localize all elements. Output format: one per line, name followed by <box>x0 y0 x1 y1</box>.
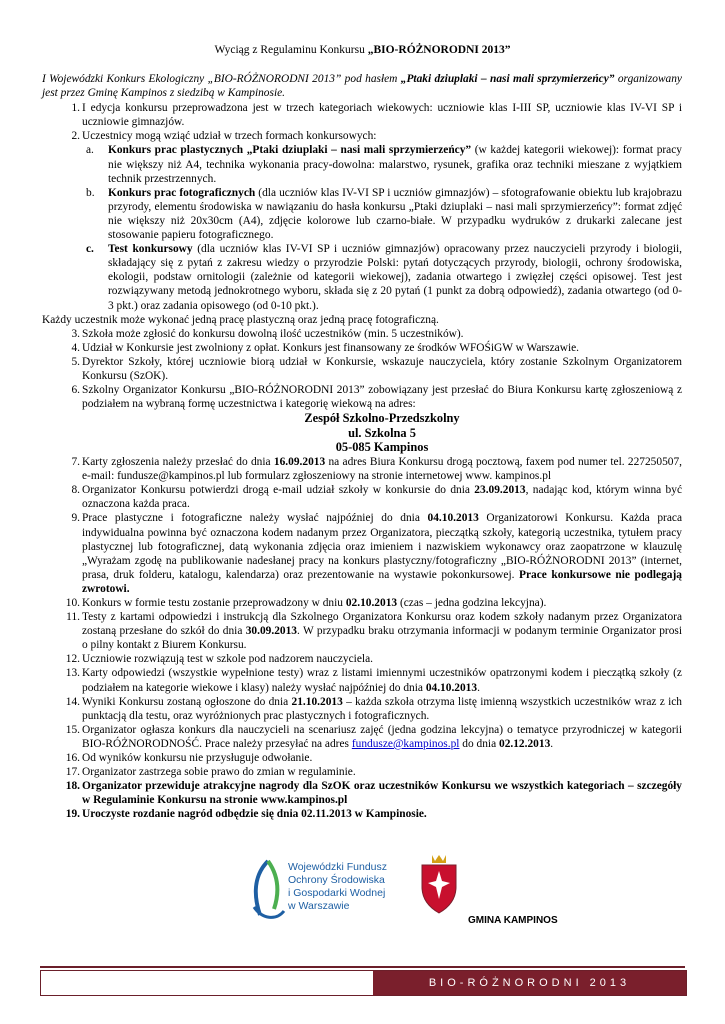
item-text: . <box>550 737 554 750</box>
sub-heading: Konkurs prac plastycznych „Ptaki dziuplaki – nasi mali sprzymierzeńcy” <box>108 144 472 157</box>
no-return-note: Prace konkursowe nie podlegają zwrotowi. <box>82 568 682 595</box>
sub-text: (dla uczniów klas IV-VI SP i uczniów gimnazjów) opracowany przez nauczycieli przyrody i biologii, składający się z pytań z zakresu wiedzy o przyrodzie Polski: pytań dotyczących przyrody, biologii, ochrony środowiska, ekologii, podstaw ornitologii (zależnie od kategorii wiekowej), zadania otwartego i zwięzłej części opisowej. Test jest rozwiązywany metodą jednokrotnego wyboru, składa się z 20 pytań (1 punkt za dobrą odpowiedź), zadania otwartego (od 0-3 pkt.) oraz zadania opisowego (od 0-10 pkt.). <box>108 243 682 312</box>
item-text: Uczestnicy mogą wziąć udział w trzech formach konkursowych: <box>82 130 377 143</box>
item-number: 8. <box>71 484 80 497</box>
item-text: Udział w Konkursie jest zwolniony z opłat. Konkurs jest finansowany ze środków WFOŚiGW w Warszawie. <box>82 341 580 354</box>
item-number: 15. <box>65 723 80 736</box>
sub-number: a. <box>86 144 94 157</box>
list-item <box>65 723 682 751</box>
item-text: Szkoła może zgłosić do konkursu dowolną ilość uczestników (min. 5 uczestników). <box>82 327 464 340</box>
footer-text <box>373 971 686 995</box>
gmina-name: GMINA KAMPINOS <box>468 915 558 926</box>
item-text: (czas – jedna godzina lekcyjna). <box>397 596 547 609</box>
item-number: 6. <box>71 384 80 397</box>
sublist-item <box>86 186 682 242</box>
title-prefix: Wyciąg z Regulaminu Konkursu <box>214 44 368 56</box>
item-text: . W przypadku braku otrzymania informacji w podanym terminie Organizator prosi o pilny kontakt z Biurem Konkursu. <box>82 625 682 652</box>
prizes-note: Organizator przewiduje atrakcyjne nagrody dla SzOK oraz uczestników Konkursu we wszystkich kategoriach – szczegóły w Regulaminie Konkursu na stronie www.kampinos.pl <box>82 780 682 807</box>
address-street: ul. Szkolna 5 <box>348 425 416 440</box>
rules-list-continued <box>42 327 682 822</box>
deadline-date: 23.09.2013 <box>474 484 526 497</box>
list-item <box>65 751 682 765</box>
item-text: Karty odpowiedzi (wszystkie wypełnione testy) wraz z listami imiennymi uczestników opatrzonymi kodem i pieczątką szkoły (z podziałem na kategorie wiekowe i klasy) należy wysłać najpóźniej do dnia <box>82 667 682 694</box>
item-text: – każda szkoła otrzyma listę imienną wszystkich uczestników wraz z ich punktacją dla testu, oraz wyróżnionych prac plastycznych i fotograficznych. <box>82 695 683 722</box>
item-text: do dnia <box>459 737 499 750</box>
item-text: , nadając kod, którym winna być oznaczona każda praca. <box>82 484 682 511</box>
deadline-date: 30.09.2013 <box>245 625 297 638</box>
item-text: Organizatorowi Konkursu. Każda praca indywidualna powinna być oznaczona kodem nadanym przez Organizatora, pieczątką szkoły, kategorią uczestnika, tytułem pracy plastycznej lub fotograficznej, datą wykonania zdjęcia oraz imieniem i nazwiskiem wykonawcy oraz zaopatrzone w klauzulę „Wyrażam zgodę na publikowanie nadesłanej pracy na konkurs plastyczny/fotograficzny „BIO-RÓŻNORODNI 2013” (internet, prasa, druk folderu, katalogu, kalendarza) oraz prezentowanie na wystawie pokonkursowej. <box>82 512 683 581</box>
wfosigw-logo <box>248 857 418 937</box>
item-text: Organizator ogłasza konkurs dla nauczycieli na scenariusz zajęć (jedna godzina lekcyjna) o tematyce przyrodniczej w kategorii BIO-RÓŻNORODNOŚĆ. Prace należy przesyłać na adres <box>82 723 682 750</box>
ceremony-note: Uroczyste rozdanie nagród odbędzie się dnia 02.11.2013 w Kampinosie. <box>82 808 427 821</box>
sub-text: (dla uczniów klas IV-VI SP i uczniów gimnazjów) – sfotografowanie obiektu lub krajobrazu przyrody, elementu środowiska w nawiązaniu do hasła konkursu „Ptaki dziuplaki – nasi mali sprzymierzeńcy”: format zdjęć nie większy niż 20x30cm (A4), zdjęcie kolorowe lub czarno-białe. W przypadku wydruków z drukarki zalecane jest stosowanie papieru fotograficznego. <box>108 186 682 242</box>
email-link[interactable]: fundusze@kampinos.pl <box>351 737 460 750</box>
item-number: 13. <box>65 667 80 680</box>
list-item <box>71 511 683 596</box>
item-text: Konkurs w formie testu zostanie przeprowadzony w dniu <box>82 596 346 609</box>
intro-paragraph <box>42 72 682 100</box>
rules-list <box>42 101 682 312</box>
list-item <box>71 101 682 129</box>
item-text: Testy z kartami odpowiedzi i instrukcją dla Szkolnego Organizatora Konkursu oraz kodem szkoły nadanym przez Organizatora zostaną przesłane do szkół do dnia <box>82 611 682 638</box>
list-item <box>71 383 682 455</box>
item-number: 14. <box>65 695 80 708</box>
item-number: 5. <box>71 355 80 368</box>
footer-label: BIO-RÓŻNORODNI 2013 <box>428 977 631 989</box>
item-number: 4. <box>71 341 80 354</box>
item-number: 1. <box>71 102 80 115</box>
sub-heading: Test konkursowy <box>108 243 193 256</box>
item-text: . <box>477 681 480 694</box>
deadline-date: 16.09.2013 <box>273 456 326 469</box>
item-number: 19. <box>65 808 80 821</box>
item-text: Prace plastyczne i fotograficzne należy wysłać najpóźniej do dnia <box>82 512 428 525</box>
page-footer <box>40 966 685 996</box>
item-number: 11. <box>66 611 80 624</box>
deadline-date: 02.12.2013 <box>499 737 551 750</box>
item-number: 12. <box>65 653 80 666</box>
deadline-date: 21.10.2013 <box>291 695 343 708</box>
sub-text: (w każdej kategorii wiekowej): format pracy nie większy niż A4, technika wykonania pracy-dowolna: malarstwo, rysunek, grafika oraz techniki mieszane z wyjątkiem technik przestrzennych. <box>108 144 682 185</box>
fund-name: Wojewódzki Fundusz Ochrony Środowiska i Gospodarki Wodnej w Warszawie <box>288 861 388 912</box>
item-text: Od wyników konkursu nie przysługuje odwołanie. <box>82 752 313 764</box>
item-text: Organizator Konkursu potwierdzi drogą e-mail udział szkoły w konkursie do dnia <box>82 484 475 497</box>
item-text: na adres Biura Konkursu drogą pocztową, faxem pod numer tel. 227250507, e-mail: fundusze@kampinos.pl lub formularz zgłoszeniowy na stronie internetowej www. kampinos.pl <box>82 456 682 483</box>
list-item <box>71 341 682 355</box>
regulations-body <box>42 72 682 821</box>
intro-text-a: I Wojewódzki Konkurs Ekologiczny „BIO-RÓŻNORODNI 2013” pod hasłem <box>42 73 401 85</box>
wfosigw-emblem-icon <box>248 857 288 927</box>
deadline-date: 04.10.2013 <box>425 681 478 694</box>
sub-heading: Konkurs prac fotograficznych <box>108 186 256 199</box>
item-number: 9. <box>71 512 80 525</box>
item-text: Karty zgłoszenia należy przesłać do dnia <box>82 456 274 469</box>
list-item <box>71 327 682 341</box>
intro-slogan: „Ptaki dziuplaki – nasi mali sprzymierzeńcy” <box>400 73 615 85</box>
footer-band <box>40 970 687 996</box>
list-item <box>66 610 682 652</box>
footer-divider <box>40 966 685 968</box>
item-text: Organizator zastrzega sobie prawo do zmian w regulaminie. <box>82 766 356 779</box>
item-number: 10. <box>65 596 80 609</box>
each-participant-note: Każdy uczestnik może wykonać jedną pracę plastyczną oraz jedną pracę fotograficzną. <box>42 313 439 326</box>
forms-sublist <box>82 143 682 312</box>
gmina-crest-icon <box>418 853 460 915</box>
item-text: I edycja konkursu przeprowadzona jest w trzech kategoriach wiekowych: uczniowie klas I-III SP, uczniowie klas IV-VI SP i uczniowie gimnazjów. <box>82 102 682 129</box>
list-item <box>71 483 682 511</box>
office-address <box>82 411 682 455</box>
address-city: 05-085 Kampinos <box>335 440 429 455</box>
list-item <box>71 355 682 383</box>
item-number: 7. <box>71 456 80 469</box>
deadline-date: 04.10.2013 <box>427 512 479 525</box>
sponsor-logos <box>0 845 725 955</box>
deadline-date: 02.10.2013 <box>345 596 398 609</box>
list-item <box>65 596 682 610</box>
list-item <box>65 807 682 821</box>
intro-text-c: organizowany jest przez Gminę Kampinos z siedzibą w Kampinosie. <box>42 73 682 100</box>
list-item <box>65 779 682 807</box>
sub-number: c. <box>86 243 94 256</box>
item-text: Dyrektor Szkoły, której uczniowie biorą udział w Konkursie, wskazuje nauczyciela, który zostanie Szkolnym Organizatorem Konkursu (SzOK). <box>82 355 682 382</box>
sub-number: b. <box>86 186 95 199</box>
list-item <box>65 765 682 779</box>
item-number: 3. <box>71 327 80 340</box>
item-text: Uczniowie rozwiązują test w szkole pod nadzorem nauczyciela. <box>82 653 373 666</box>
list-item <box>71 129 682 312</box>
item-text: Wyniki Konkursu zostaną ogłoszone do dnia <box>82 695 292 708</box>
list-item <box>65 666 682 694</box>
page-title <box>0 44 725 56</box>
item-number: 17. <box>65 766 80 779</box>
list-item <box>65 695 683 723</box>
item-number: 18. <box>65 780 80 793</box>
list-item <box>65 652 682 666</box>
item-text: Szkolny Organizator Konkursu „BIO-RÓŻNORODNI 2013” zobowiązany jest przesłać do Biura Konkursu kartę zgłoszeniową z podziałem na wybraną formę uczestnictwa i kategorię wiekową na adres: <box>82 384 682 411</box>
item-number: 2. <box>71 130 80 143</box>
list-item <box>71 455 682 483</box>
item-number: 16. <box>65 752 80 764</box>
address-institution: Zespół Szkolno-Przedszkolny <box>304 411 460 426</box>
title-contest-name: „BIO-RÓŻNORODNI 2013” <box>367 44 511 56</box>
sublist-item <box>86 242 682 312</box>
sublist-item <box>86 143 682 185</box>
